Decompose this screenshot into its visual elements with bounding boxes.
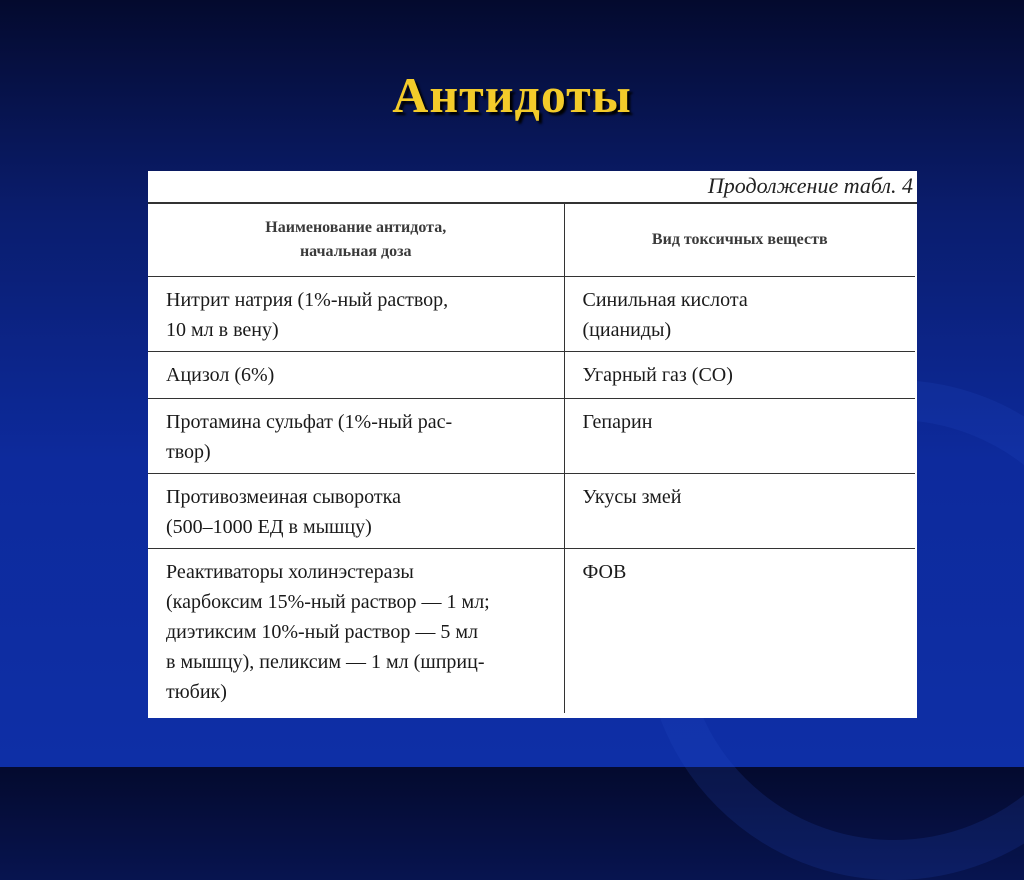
antidote-cell (148, 399, 564, 474)
toxic-substance-text: Укусы змей (582, 486, 682, 508)
antidote-cell (148, 277, 564, 352)
toxic-substance-text: ФОВ (582, 561, 627, 583)
table-caption: Продолжение табл. 4 (707, 173, 913, 198)
table-row (148, 352, 915, 399)
antidote-text: Протамина сульфат (1%-ный рас- твор) (166, 411, 453, 463)
antidote-text: Ацизол (6%) (166, 364, 275, 386)
toxic-substance-cell (564, 277, 915, 352)
toxic-substance-text: Гепарин (582, 411, 653, 433)
toxic-substance-text: Синильная кислота (цианиды) (582, 289, 748, 341)
antidote-cell (148, 474, 564, 549)
antidote-table (148, 204, 915, 713)
antidote-text: Реактиваторы холинэстеразы (карбоксим 15%-ный раствор — 1 мл; диэтиксим 10%-ный раствор — 5 мл в мышцу), пеликсим — 1 мл (шприц- тюбик) (166, 561, 490, 703)
antidote-cell (148, 549, 564, 714)
antidote-text: Нитрит натрия (1%-ный раствор, 10 мл в вену) (166, 289, 449, 341)
table-row (148, 474, 915, 549)
antidote-cell (148, 352, 564, 399)
toxic-substance-cell (564, 352, 915, 399)
toxic-substance-cell (564, 474, 915, 549)
toxic-substance-text: Угарный газ (СО) (582, 364, 733, 386)
slide-title: Антидоты (392, 67, 632, 123)
antidote-text: Противозмеиная сыворотка (500–1000 ЕД в мышцу) (166, 486, 401, 538)
table-row (148, 399, 915, 474)
table-row (148, 549, 915, 714)
table-header-row (148, 204, 915, 277)
table-row (148, 277, 915, 352)
toxic-substance-cell (564, 549, 915, 714)
header-toxic-substance-label: Вид токсичных веществ (651, 231, 828, 248)
toxic-substance-cell (564, 399, 915, 474)
header-antidote (148, 204, 564, 277)
antidote-table-panel (148, 171, 917, 718)
header-antidote-label: Наименование антидота, начальная доза (265, 219, 447, 260)
header-toxic-substance (564, 204, 915, 277)
